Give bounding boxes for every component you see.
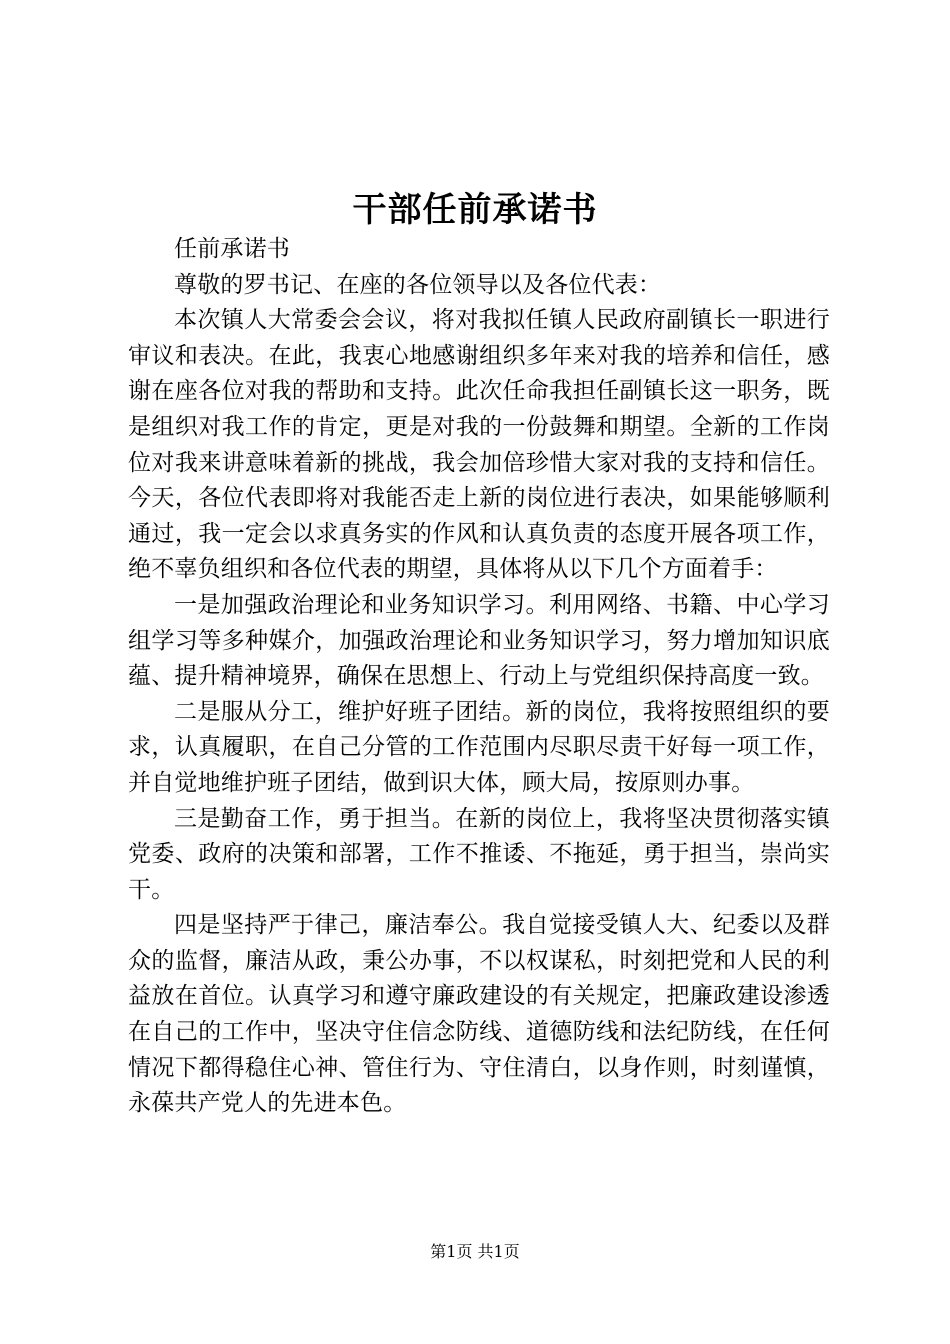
paragraph-heading: 任前承诺书: [174, 236, 290, 262]
paragraph-point-4: 四是坚持严于律己，廉洁奉公。我自觉接受镇人大、纪委以及群众的监督，廉洁从政，秉公办事，不以权谋私，时刻把党和人民的利益放在首位。认真学习和遵守廉政建设的有关规定，把廉政建设渗透在自己的工作中，坚决守住信念防线、道德防线和法纪防线，在任何情况下都得稳住心神、管住行为、守住清白，以身作则，时刻谨慎，永葆共产党人的先进本色。: [128, 912, 830, 1117]
document-body: [128, 232, 830, 1122]
paragraph-point-1: 一是加强政治理论和业务知识学习。利用网络、书籍、中心学习组学习等多种媒介，加强政治理论和业务知识学习，努力增加知识底蕴、提升精神境界，确保在思想上、行动上与党组织保持高度一致。: [128, 591, 830, 690]
paragraph-point-3: 三是勤奋工作，勇于担当。在新的岗位上，我将坚决贯彻落实镇党委、政府的决策和部署，工作不推诿、不拖延，勇于担当，崇尚实干。: [128, 805, 830, 903]
paragraph-salutation: 尊敬的罗书记、在座的各位领导以及各位代表：: [174, 271, 662, 298]
document-title: 干部任前承诺书: [352, 190, 598, 230]
paragraph-point-2: 二是服从分工，维护好班子团结。新的岗位，我将按照组织的要求，认真履职，在自己分管的工作范围内尽职尽责干好每一项工作，并自觉地维护班子团结，做到识大体，顾大局，按原则办事。: [128, 698, 830, 796]
paragraph-intro: 本次镇人大常委会会议，将对我拟任镇人民政府副镇长一职进行审议和表决。在此，我衷心地感谢组织多年来对我的培养和信任，感谢在座各位对我的帮助和支持。此次任命我担任副镇长这一职务，既是组织对我工作的肯定，更是对我的一份鼓舞和期望。全新的工作岗位对我来讲意味着新的挑战，我会加倍珍惜大家对我的支持和信任。今天，各位代表即将对我能否走上新的岗位进行表决，如果能够顺利通过，我一定会以求真务实的作风和认真负责的态度开展各项工作，绝不辜负组织和各位代表的期望，具体将从以下几个方面着手：: [128, 307, 830, 583]
page-number-footer: 第1页 共1页: [430, 1242, 520, 1261]
